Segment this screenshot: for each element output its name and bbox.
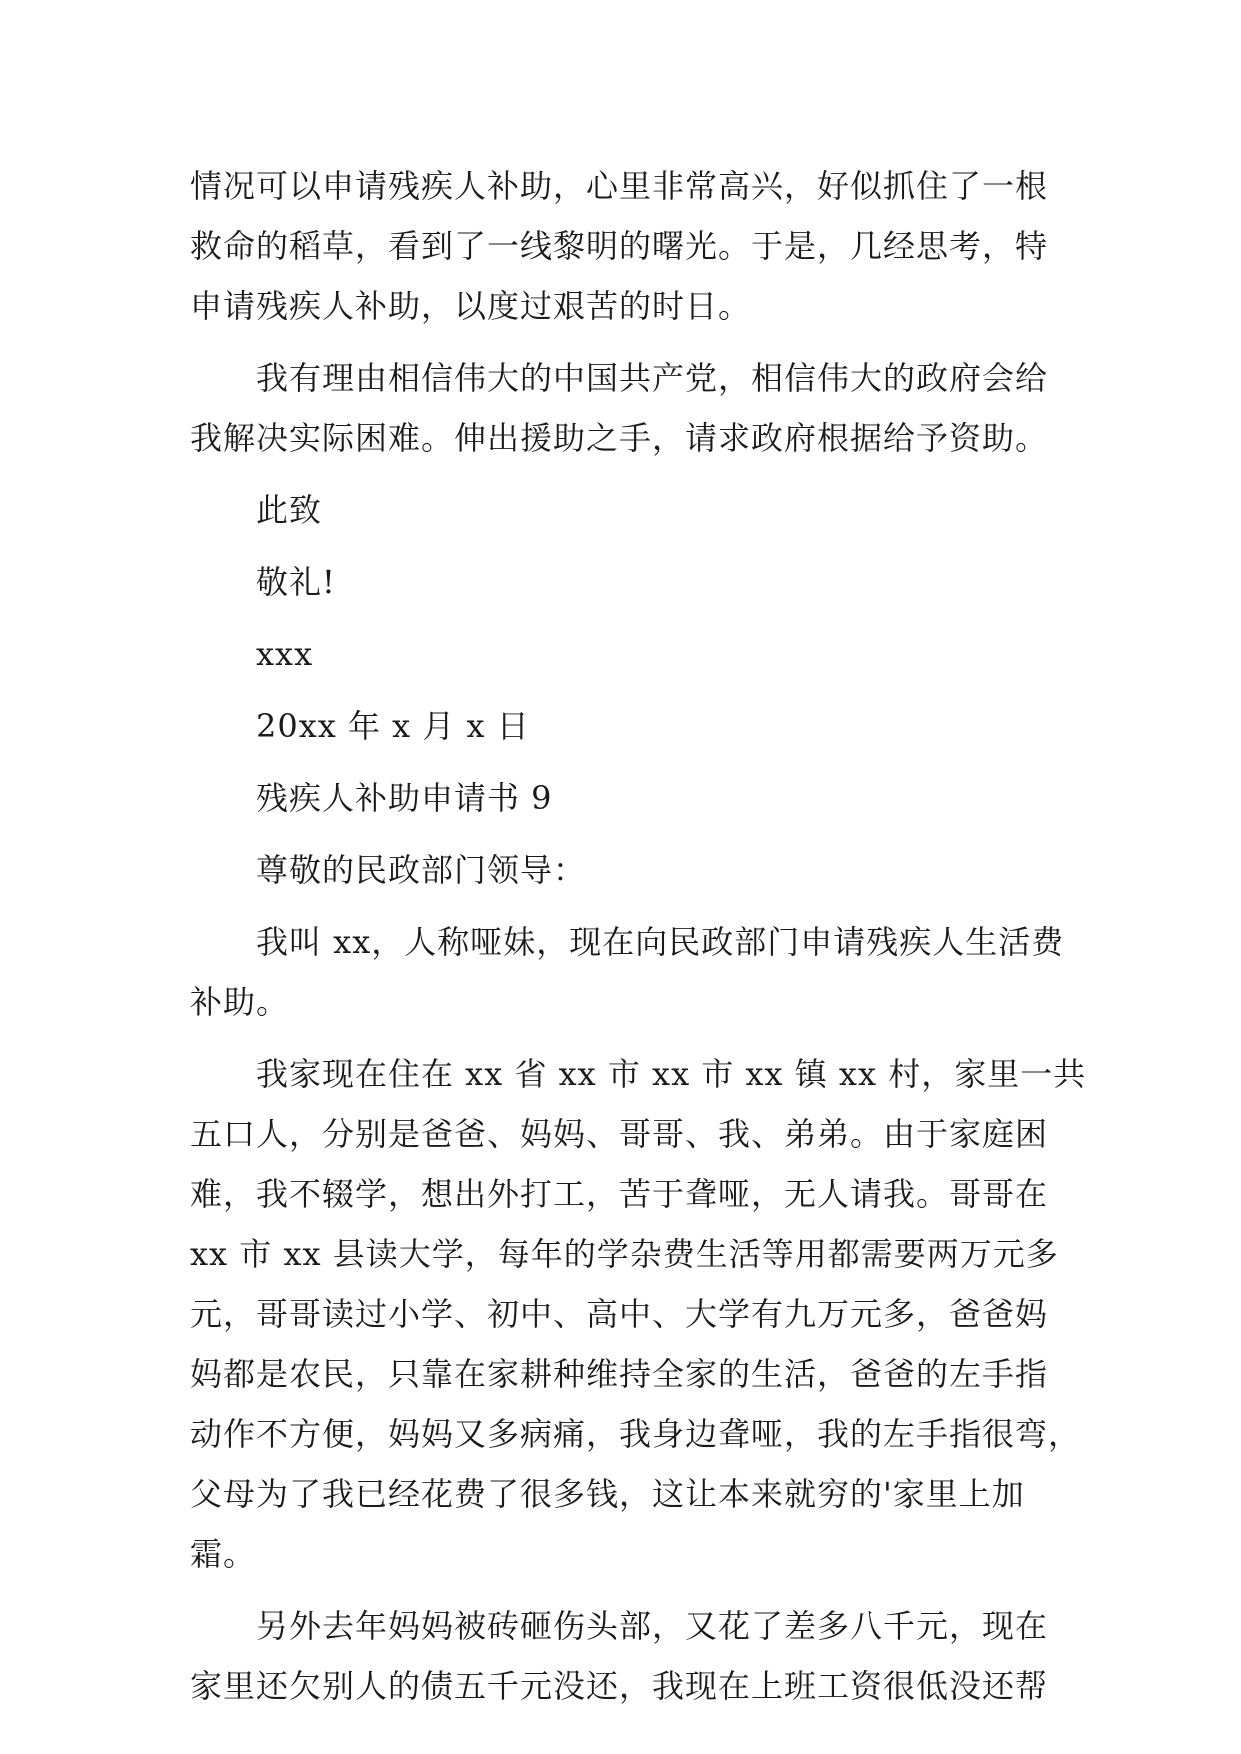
text-line: 我叫 xx，人称哑妹，现在向民政部门申请残疾人生活费 (256, 923, 1065, 961)
text-line: 父母为了我已经花费了很多钱，这让本来就穷的'家里上加 (190, 1475, 1025, 1513)
signature-date: 20xx 年 x 月 x 日 (256, 707, 530, 745)
text-line: xx 市 xx 县读大学，每年的学杂费生活等用都需要两万元多 (190, 1235, 1059, 1273)
text-line: 我家现在住在 xx 省 xx 市 xx 市 xx 镇 xx 村，家里一共 (256, 1055, 1087, 1093)
closing-regards: 敬礼! (256, 563, 336, 601)
text-line: 补助。 (190, 983, 290, 1021)
text-line: 我解决实际困难。伸出援助之手，请求政府根据给予资助。 (190, 419, 1049, 457)
text-line: 情况可以申请残疾人补助，心里非常高兴，好似抓住了一根 (190, 167, 1049, 205)
text-line: 动作不方便，妈妈又多病痛，我身边聋哑，我的左手指很弯， (190, 1415, 1082, 1453)
document-body (190, 156, 1087, 1716)
section-title: 残疾人补助申请书 9 (256, 779, 553, 817)
text-line: 妈都是农民，只靠在家耕种维持全家的生活，爸爸的左手指 (190, 1355, 1049, 1393)
text-line: 救命的稻草，看到了一线黎明的曙光。于是，几经思考，特 (190, 227, 1049, 265)
closing-salutation: 此致 (256, 491, 323, 529)
letter-greeting: 尊敬的民政部门领导： (256, 851, 587, 889)
text-line: 五口人，分别是爸爸、妈妈、哥哥、我、弟弟。由于家庭困 (190, 1115, 1049, 1153)
text-line: 元，哥哥读过小学、初中、高中、大学有九万元多，爸爸妈 (190, 1295, 1049, 1333)
text-line: 我有理由相信伟大的中国共产党，相信伟大的政府会给 (256, 359, 1049, 397)
text-line: 另外去年妈妈被砖砸伤头部，又花了差多八千元，现在 (256, 1607, 1049, 1645)
text-line: 难，我不辍学，想出外打工，苦于聋哑，无人请我。哥哥在 (190, 1175, 1049, 1213)
text-line: 申请残疾人补助，以度过艰苦的时日。 (190, 287, 752, 325)
text-line: 霜。 (190, 1535, 257, 1573)
signature-name: xxx (256, 635, 314, 673)
text-line: 家里还欠别人的债五千元没还，我现在上班工资很低没还帮 (190, 1667, 1049, 1705)
